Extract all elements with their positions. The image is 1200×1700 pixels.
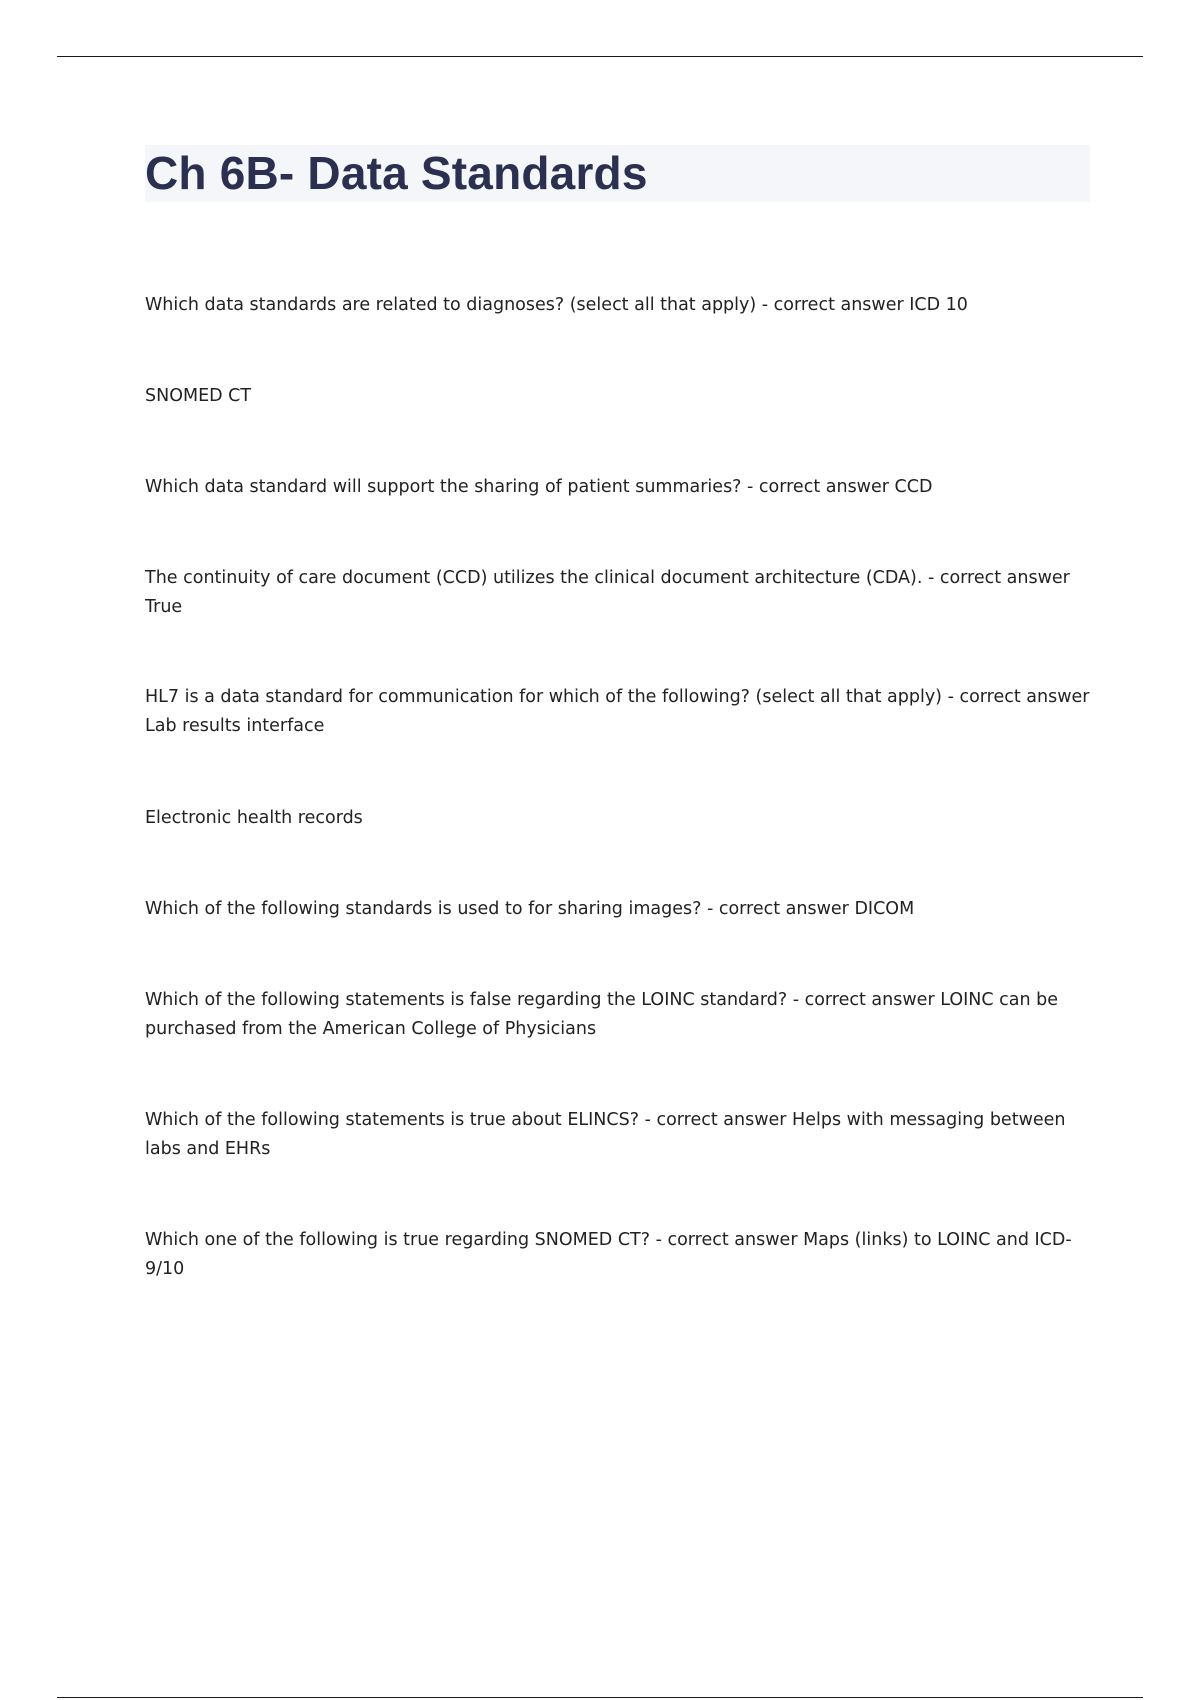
qa-paragraph-9: Which of the following statements is true about ELINCS? - correct answer Helps with messaging between labs and EHRs: [145, 1110, 1066, 1159]
header-rule: [57, 56, 1143, 57]
qa-paragraph-8: Which of the following statements is false regarding the LOINC standard? - correct answer LOINC can be purchased from the American College of Physicians: [145, 990, 1059, 1039]
qa-paragraph-4: The continuity of care document (CCD) utilizes the clinical document architecture (CDA). - correct answer True: [145, 568, 1070, 617]
footer-rule: [57, 1697, 1143, 1698]
qa-paragraph-1: Which data standards are related to diagnoses? (select all that apply) - correct answer ICD 10: [145, 295, 968, 315]
qa-paragraph-5: HL7 is a data standard for communication for which of the following? (select all that apply) - correct answer Lab results interface: [145, 687, 1090, 736]
qa-paragraph-10: Which one of the following is true regarding SNOMED CT? - correct answer Maps (links) to LOINC and ICD-9/10: [145, 1230, 1072, 1279]
qa-paragraph-7: Which of the following standards is used to for sharing images? - correct answer DICOM: [145, 899, 915, 919]
page-title: Ch 6B- Data Standards: [145, 147, 648, 199]
qa-paragraph-2: SNOMED CT: [145, 386, 252, 406]
qa-paragraph-6: Electronic health records: [145, 808, 363, 828]
qa-paragraph-3: Which data standard will support the sharing of patient summaries? - correct answer CCD: [145, 477, 933, 497]
